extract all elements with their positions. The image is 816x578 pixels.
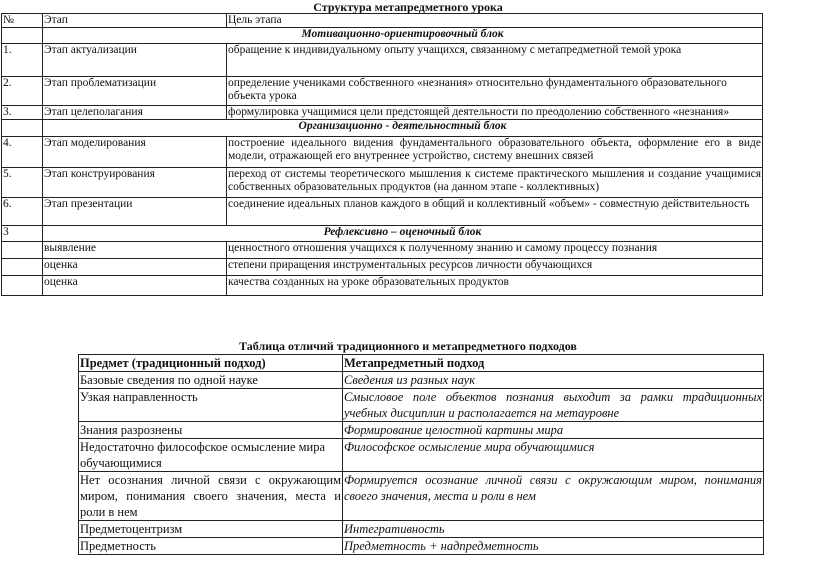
table2-title: Таблица отличий традиционного и метапредметного подходов [239, 339, 577, 353]
row-number: 6. [2, 198, 43, 226]
row-number [2, 276, 43, 296]
traditional-cell: Предметность [79, 538, 343, 555]
header-traditional: Предмет (традиционный подход) [79, 355, 343, 372]
row-number: 4. [2, 137, 43, 168]
table-row [79, 472, 764, 521]
table-row [79, 372, 764, 389]
traditional-cell: Предметоцентризм [79, 521, 343, 538]
metasubject-cell: Формирование целостной картины мира [343, 422, 764, 439]
row-stage: выявление [43, 242, 227, 259]
table-row [2, 44, 763, 77]
metasubject-cell: Предметность + надпредметность [343, 538, 764, 555]
row-number: 1. [2, 44, 43, 77]
table-row [2, 242, 763, 259]
row-goal: качества созданных на уроке образовательных продуктов [227, 276, 763, 296]
table-row [2, 168, 763, 198]
row-number: 5. [2, 168, 43, 198]
section-title: Рефлексивно – оценочный блок [43, 226, 763, 242]
section-number-cell [2, 28, 43, 44]
row-goal: построение идеального видения фундаментального образовательного объекта, оформление его в виде модели, отражающей его внутреннее устройство, систему внешних связей [227, 137, 763, 168]
table-row [2, 198, 763, 226]
table-row [2, 137, 763, 168]
row-number [2, 259, 43, 276]
table-header-row [79, 355, 764, 372]
header-goal: Цель этапа [227, 14, 763, 28]
metasubject-cell: Философское осмысление мира обучающимися [343, 439, 764, 472]
traditional-cell: Знания разрознены [79, 422, 343, 439]
section-number-cell [2, 120, 43, 137]
table-row [79, 538, 764, 555]
table-row [2, 259, 763, 276]
traditional-cell: Узкая направленность [79, 389, 343, 422]
header-number: № [2, 14, 43, 28]
table-row [79, 439, 764, 472]
table-header-row [2, 14, 763, 28]
row-stage: оценка [43, 276, 227, 296]
section-row [2, 120, 763, 137]
row-stage: Этап актуализации [43, 44, 227, 77]
section-row [2, 28, 763, 44]
table-row [2, 77, 763, 106]
row-number: 3. [2, 106, 43, 120]
row-number [2, 242, 43, 259]
row-goal: определение учениками собственного «незнания» относительно фундаментального образовательного объекта урока [227, 77, 763, 106]
row-goal: соединение идеальных планов каждого в общий и коллективный «объем» - совместную действительность [227, 198, 763, 226]
row-stage: Этап целеполагания [43, 106, 227, 120]
section-title: Организационно - деятельностный блок [43, 120, 763, 137]
row-goal: формулировка учащимися цели предстоящей деятельности по преодолению собственного «незнания» [227, 106, 763, 120]
table-row [2, 276, 763, 296]
row-stage: Этап моделирования [43, 137, 227, 168]
traditional-cell: Недостаточно философское осмысление мира обучающимися [79, 439, 343, 472]
metasubject-cell: Сведения из разных наук [343, 372, 764, 389]
row-number: 2. [2, 77, 43, 106]
row-stage: оценка [43, 259, 227, 276]
approach-comparison-table [78, 354, 764, 555]
row-goal: переход от системы теоретического мышления к системе практического мышления и создание учащимися собственных образовательных продуктов (на данном этапе - коллективных) [227, 168, 763, 198]
row-stage: Этап проблематизации [43, 77, 227, 106]
row-stage: Этап презентации [43, 198, 227, 226]
section-number: 3 [2, 226, 43, 242]
section-row [2, 226, 763, 242]
table-row [2, 106, 763, 120]
table-row [79, 389, 764, 422]
traditional-cell: Нет осознания личной связи с окружающим миром, понимания своего значения, места и роли в нем [80, 473, 341, 519]
table-row [79, 521, 764, 538]
header-stage: Этап [43, 14, 227, 28]
metasubject-cell: Интегративность [343, 521, 764, 538]
lesson-structure-table [1, 13, 763, 296]
table-row [79, 422, 764, 439]
row-goal: степени приращения инструментальных ресурсов личности обучающихся [227, 259, 763, 276]
row-goal: обращение к индивидуальному опыту учащихся, связанному с метапредметной темой урока [227, 44, 763, 77]
row-stage: Этап конструирования [43, 168, 227, 198]
table1-title: Структура метапредметного урока [313, 0, 503, 14]
header-metasubject: Метапредметный подход [343, 355, 764, 372]
row-goal: ценностного отношения учащихся к полученному знанию и самому процессу познания [227, 242, 763, 259]
metasubject-cell: Смысловое поле объектов познания выходит за рамки традиционных учебных дисциплин и располагается на метауровне [344, 390, 762, 420]
traditional-cell: Базовые сведения по одной науке [79, 372, 343, 389]
section-title: Мотивационно-ориентировочный блок [43, 28, 763, 44]
metasubject-cell: Формируется осознание личной связи с окружающим миром, понимания своего значения, места и роли в нем [343, 472, 764, 521]
